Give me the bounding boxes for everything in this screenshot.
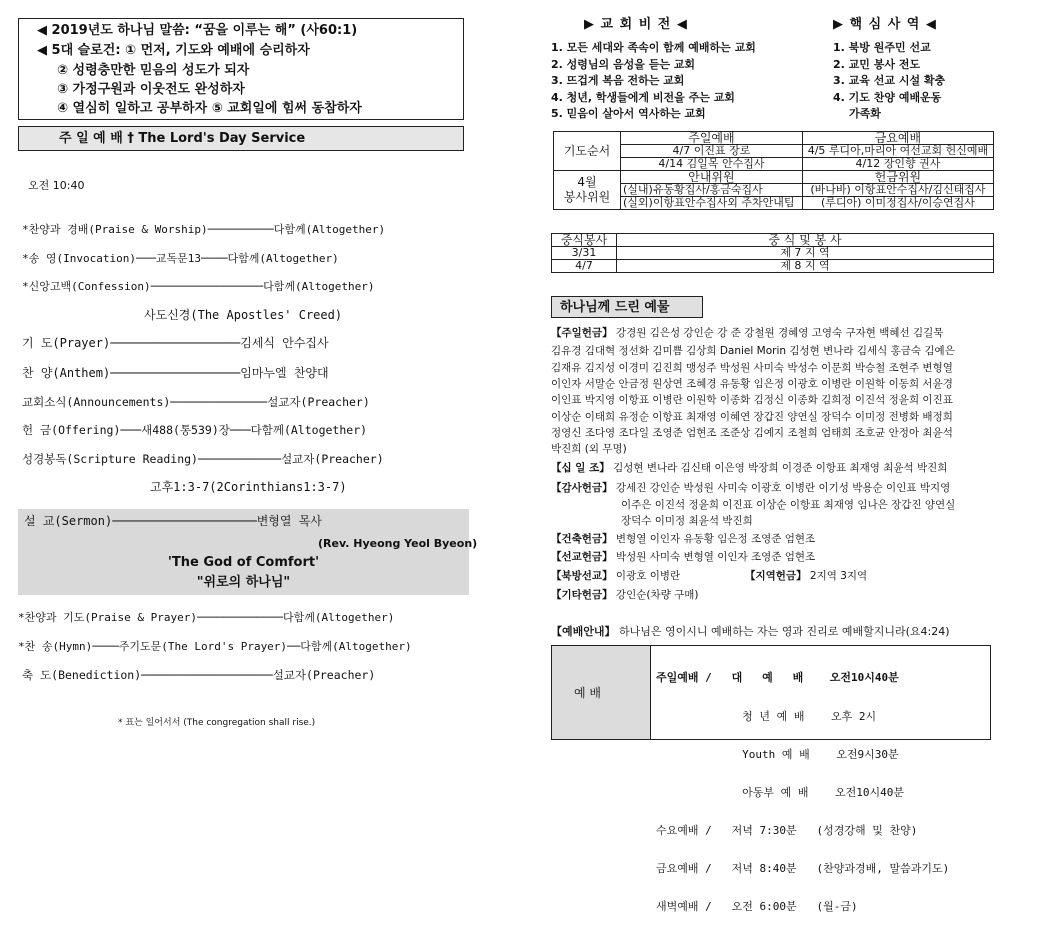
- vision-item: 1. 모든 세대와 족속이 함께 예배하는 교회: [551, 41, 756, 54]
- offering-row: [621, 513, 753, 529]
- offering-row: [551, 587, 698, 603]
- sermon-line: 설 교(Sermon)────────────────────변형열 목사: [24, 514, 322, 528]
- usher-outdoor: (실외)이항표안수집사외 주차안내팀: [621, 197, 803, 210]
- vision-item: 5. 믿음이 살아서 역사하는 교회: [551, 107, 706, 120]
- offering-names: 강인순(차량 구매): [615, 589, 699, 601]
- offering-names: 박진희 (외 무명): [551, 443, 627, 455]
- service-header-text: 주 일 예 배 † The Lord's Day Service: [59, 131, 306, 146]
- core-item: 4. 기도 찬양 예배운동: [833, 90, 942, 104]
- order-scripture: 성경봉독(Scripture Reading)────────────설교자(Preacher): [22, 452, 384, 466]
- order-praise-prayer: *찬양과 기도(Praise & Prayer)─────────────다함께(Altogether): [18, 611, 395, 624]
- slogan-3: ③ 가정구원과 이웃전도 완성하자: [57, 82, 245, 97]
- slogan-2: ② 성령충만한 믿음의 성도가 되자: [57, 63, 250, 78]
- core-list: [833, 40, 945, 123]
- sunday-header: 주일예배: [621, 132, 803, 145]
- apostles-creed: 사도신경(The Apostles' Creed): [144, 308, 343, 322]
- order-benediction: 축 도(Benediction)───────────────────설교자(Preacher): [22, 668, 376, 682]
- service-header: [18, 126, 464, 151]
- offering-row: [551, 568, 680, 584]
- worship-schedule-label: 예 배: [574, 686, 601, 700]
- offering-names: 이주은 이진석 정윤희 이진표 이상순 이항표 최재영 임나은 장갑진 양연실: [621, 499, 956, 511]
- worship-guide-row: [551, 624, 950, 640]
- worship-schedule-label-cell: [552, 646, 651, 739]
- prayer-order-label: 기도순서: [554, 132, 621, 171]
- service-month: 4월: [577, 175, 597, 189]
- offering-names: 김재유 김지성 이경미 김진희 맹성주 박성원 사미숙 박성수 이문희 박승철 조현주 변형열: [551, 362, 953, 374]
- scripture-reference: 고후1:3-7(2Corinthians1:3-7): [150, 480, 347, 494]
- offering-names: 장덕수 이미정 최윤석 박진희: [621, 515, 753, 527]
- worship-guide-verse: 하나님은 영이시니 예배하는 자는 영과 진리로 예배할지니라(요4:24): [619, 625, 950, 638]
- vision-item: 2. 성령님의 음성을 듣는 교회: [551, 57, 696, 71]
- meal-service-table: [551, 233, 994, 273]
- offering-names: 정영신 조다영 조다일 조영준 엄현조 조준상 김예지 조철희 엄태희 조호균 안정아 최윤석: [551, 427, 953, 439]
- meal-date: 4/7: [552, 260, 617, 273]
- schedule-row: 새벽예배 / 오전 6:00분 (월-금): [656, 900, 858, 914]
- vision-list: [551, 40, 756, 123]
- offering-names: 이광호 이병란: [615, 570, 681, 582]
- offering-label: 【선교헌금】: [551, 551, 613, 563]
- offering-row: [551, 549, 815, 565]
- order-praise-worship: *찬양과 경배(Praise & Worship)──────────다함께(Altogether): [22, 223, 386, 236]
- core-item: 2. 교민 봉사 전도: [833, 57, 921, 71]
- offering-names: 이상순 이태희 유정순 이항표 최재영 이혜연 장갑진 양연실 장덕수 이미정 전병화 배정희: [551, 411, 953, 423]
- offering-row: [621, 497, 955, 513]
- service-committee: 봉사위원: [563, 190, 611, 204]
- schedule-row: 금요예배 / 저녁 8:40분 (찬양과경배, 말씀과기도): [656, 861, 950, 875]
- preacher-name-en: (Rev. Hyeong Yeol Byeon): [318, 537, 478, 550]
- friday-prayer-1: 4/5 루디아,마리아 여선교회 헌신예배: [802, 145, 993, 158]
- offering-row: [551, 376, 953, 392]
- sunday-prayer-2: 4/14 김일목 안수집사: [621, 158, 803, 171]
- offering-row: [551, 441, 627, 457]
- offering-row: [551, 425, 953, 441]
- offering-committee-1: (바나바) 이항표안수집사/김신태집사: [802, 184, 993, 197]
- offering-label: 【주일헌금】: [551, 327, 613, 339]
- offering-names: 김유경 김대혁 정선화 김미쁨 김상희 Daniel Morin 김성현 변나라 김세식 홍금숙 김예은: [551, 345, 955, 357]
- order-offering: 헌 금(Offering)───새488(통539)장───다함께(Altogether): [22, 423, 368, 437]
- order-anthem: 찬 양(Anthem)──────────────────임마누엘 찬양대: [22, 366, 329, 380]
- schedule-row: 주일예배 / 대 예 배 오전10시40분: [656, 671, 899, 685]
- worship-schedule-list: [656, 647, 949, 939]
- slogan-1: ◀ 5대 슬로건: ① 먼저, 기도와 예배에 승리하자: [37, 43, 310, 58]
- offering-names: 박성원 사미숙 변형열 이인자 조영준 엄현조: [615, 551, 816, 563]
- meal-header-right: 중 식 및 봉 사: [617, 234, 994, 247]
- slogan-4-5: ④ 열심히 일하고 공부하자 ⑤ 교회일에 힘써 동참하자: [57, 101, 362, 116]
- offering-names: 이인표 박지영 이항표 이병란 이원학 이종화 김정신 이종화 김희정 이진석 정윤희 이진표: [551, 394, 953, 406]
- vision-title: ▶ 교 회 비 전 ◀: [584, 17, 688, 32]
- footnote: * 표는 일어서서 (The congregation shall rise.): [118, 718, 316, 728]
- offering-label: 【십 일 조】: [551, 462, 610, 474]
- order-invocation: *송 영(Invocation)───교독문13────다함께(Altogether): [22, 252, 339, 265]
- sermon-title-ko: "위로의 하나님": [196, 575, 291, 590]
- offering-row: [551, 392, 953, 408]
- offering-title-box: [551, 296, 703, 318]
- meal-header-left: 중식봉사: [552, 234, 617, 247]
- sermon-title-en: 'The God of Comfort': [167, 555, 320, 570]
- schedule-row: 청 년 예 배 오후 2시: [656, 709, 877, 723]
- offering-label: 【감사헌금】: [551, 482, 613, 494]
- offering-row: [551, 460, 947, 476]
- worship-schedule-box: [551, 645, 991, 914]
- usher-indoor: (실내)유동황집사/홍금숙집사: [621, 184, 803, 197]
- offering-names: 강세진 강인순 박성원 사미숙 이광호 이병란 이기성 박용순 이인표 박지영: [615, 482, 951, 494]
- offering-names: 변형열 이인자 유동황 임은정 조영준 엄현조: [615, 533, 816, 545]
- offering-row: [551, 343, 955, 359]
- worship-guide-label: 【예배안내】: [551, 625, 616, 638]
- theme-box: [18, 18, 464, 120]
- sermon-block: [18, 509, 478, 595]
- service-time: 오전 10:40: [28, 179, 85, 192]
- order-hymn: *찬 송(Hymn)────주기도문(The Lord's Prayer)──다함께(Altogether): [18, 640, 412, 653]
- friday-prayer-2: 4/12 장인향 권사: [802, 158, 993, 171]
- usher-header: 안내위원: [621, 171, 803, 184]
- order-announcements: 교회소식(Announcements)──────────────설교자(Preacher): [22, 395, 370, 409]
- offering-row: [551, 409, 953, 425]
- offering-names: 강경원 김은성 강인순 강 준 강철원 경혜영 고영숙 구자현 백혜선 김길묵: [615, 327, 944, 339]
- offering-row: [551, 480, 950, 496]
- offering-label: 【지역헌금】: [745, 570, 807, 582]
- offering-row: [551, 531, 815, 547]
- offering-label: 【북방선교】: [551, 570, 613, 582]
- core-ministry-title: ▶ 핵 심 사 역 ◀: [833, 17, 937, 32]
- core-item: 가족화: [849, 107, 881, 120]
- vision-item: 4. 청년, 학생들에게 비전을 주는 교회: [551, 90, 735, 104]
- schedule-row: 아동부 예 배 오전10시40분: [656, 785, 904, 799]
- offering-label: 【건축헌금】: [551, 533, 613, 545]
- core-item: 3. 교육 선교 시설 확충: [833, 74, 946, 87]
- service-committee-label: [554, 171, 621, 210]
- meal-date: 3/31: [552, 247, 617, 260]
- offering-label: 【기타헌금】: [551, 589, 613, 601]
- offering-names: 2지역 3지역: [809, 570, 868, 582]
- offering-names: 이인자 서말순 안금정 원상연 조혜경 유동황 임은정 이광호 이병란 이원학 이동희 서윤경: [551, 378, 953, 390]
- prayer-service-table: [553, 131, 994, 210]
- order-confession: *신앙고백(Confession)─────────────────다함께(Altogether): [22, 280, 375, 293]
- yearly-verse: ◀ 2019년도 하나님 말씀: “꿈을 이루는 해” (사60:1): [37, 23, 358, 38]
- offering-title: 하나님께 드린 예물: [560, 300, 670, 315]
- offering-names: 김성현 변나라 김신태 이은영 박장희 이경준 이항표 최재영 최윤석 박진희: [613, 462, 948, 474]
- core-item: 1. 북방 원주민 선교: [833, 41, 931, 54]
- region-offering-row: [745, 568, 867, 584]
- sunday-prayer-1: 4/7 이진표 장로: [621, 145, 803, 158]
- schedule-row: 수요예배 / 저녁 7:30분 (성경강해 및 찬양): [656, 823, 918, 837]
- offering-committee-header: 헌금위원: [802, 171, 993, 184]
- schedule-row: Youth 예 배 오전9시30분: [656, 747, 899, 761]
- offering-row: [551, 360, 953, 376]
- friday-header: 금요예배: [802, 132, 993, 145]
- vision-item: 3. 뜨겁게 복음 전하는 교회: [551, 74, 685, 87]
- offering-committee-2: (루디아) 이미정집사/이승연집사: [802, 197, 993, 210]
- offering-row: [551, 325, 943, 341]
- meal-region: 제 7 지 역: [617, 247, 994, 260]
- meal-region: 제 8 지 역: [617, 260, 994, 273]
- order-prayer: 기 도(Prayer)──────────────────김세식 안수집사: [22, 336, 329, 350]
